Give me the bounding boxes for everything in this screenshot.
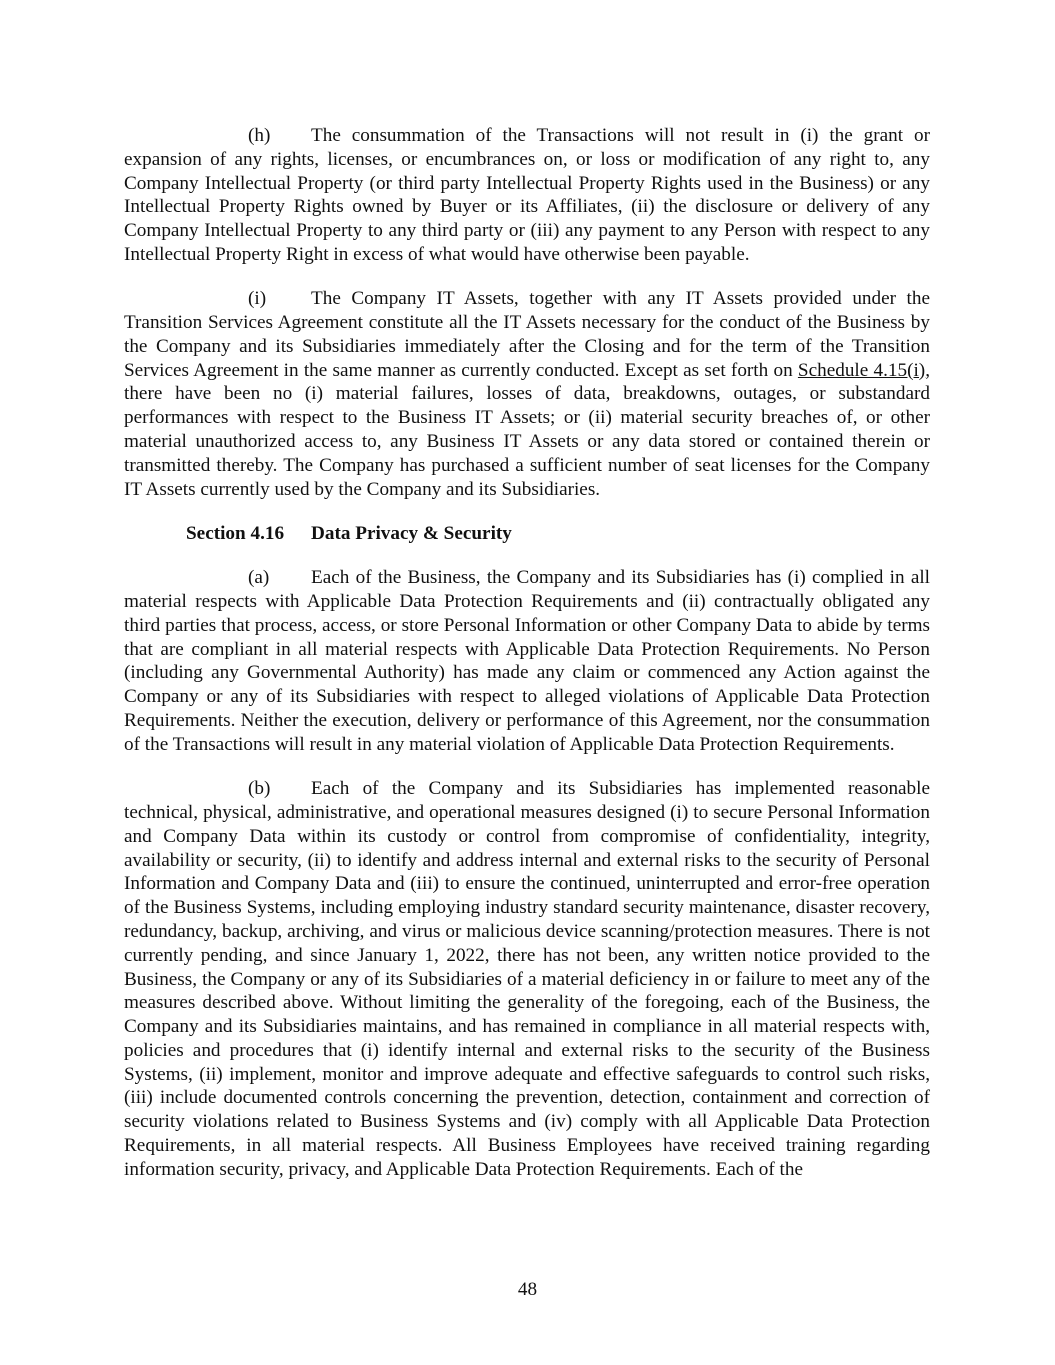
paragraph-text: The consummation of the Transactions will not result in (i) the grant or expansion of any rights, licenses, or encumbrances on, or loss or modification of any right to, any Company Intellectual Property (or third party Intellectual Property Rights used in the Business) or any Intellectual Property Rights owned by Buyer or its Affiliates, (ii) the disclosure or delivery of any Company Intellectual Property to any third party or (iii) any payment to any Person with respect to any Intellectual Property Right in excess of what would have otherwise been payable.: [124, 125, 930, 265]
paragraph-label: (i): [248, 288, 267, 310]
paragraph-h: [124, 124, 930, 267]
section-heading: [186, 522, 930, 546]
paragraph-a: [124, 566, 930, 756]
paragraph-text: The Company IT Assets, together with any IT Assets provided under the Transition Services Agreement constitute all the IT Assets necessary for the conduct of the Business by the Company and its Subsidiaries immediately after the Closing and for the term of the Transition Services Agreement in the same manner as currently conducted. Except as set forth on: [124, 288, 930, 381]
page-number: 48: [517, 1279, 538, 1300]
paragraph-label: (b): [248, 778, 271, 800]
paragraph-i: [124, 287, 930, 501]
section-number: Section 4.16: [186, 522, 285, 544]
paragraph-label: (h): [248, 125, 271, 146]
paragraph-b: [124, 777, 930, 1182]
paragraph-text: Each of the Company and its Subsidiaries has implemented reasonable technical, physical, administrative, and operational measures designed (i) to secure Personal Information and Company Data within its custody or control from compromise of confidentiality, integrity, availability or security, (ii) to identify and address internal and external risks to the security of Personal Information and Company Data and (iii) to ensure the continued, uninterrupted and error-free operation of the Business Systems, including employing industry standard security maintenance, disaster recovery, redundancy, backup, archiving, and virus or malicious device scanning/protection measures. There is not currently pending, and since January 1, 2022, there has not been, any written notice provided to the Business, the Company or any of its Subsidiaries of a material deficiency in or failure to meet any of the measures described above. Without limiting the generality of the foregoing, each of the Business, the Company and its Subsidiaries maintains, and has remained in compliance in all material respects with, policies and procedures that (i) identify internal and external risks to the security of the Business Systems, (ii) implement, monitor and improve adequate and effective safeguards to control such risks, (iii) include documented controls concerning the prevention, detection, containment and correction of security violations related to Business Systems and (iv) comply with all Applicable Data Protection Requirements, in all material respects. All Business Employees have received training regarding information security, privacy, and Applicable Data Protection Requirements. Each of the: [124, 778, 930, 1180]
paragraph-label: (a): [248, 567, 270, 589]
paragraph-text: Each of the Business, the Company and its Subsidiaries has (i) complied in all material respects with Applicable Data Protection Requirements and (ii) contractually obligated any third parties that process, access, or store Personal Information or other Company Data to abide by terms that are compliant in all material respects with Applicable Data Protection Requirements. No Person (including any Governmental Authority) has made any claim or commenced any Action against the Company or any of its Subsidiaries with respect to alleged violations of Applicable Data Protection Requirements. Neither the execution, delivery or performance of this Agreement, nor the consummation of the Transactions will result in any material violation of Applicable Data Protection Requirements.: [124, 567, 930, 755]
schedule-reference: Schedule 4.15(i): [797, 359, 926, 381]
paragraph-text-continued: , there have been no (i) material failures, losses of data, breakdowns, outages, or substandard performances with respect to the Business IT Assets; or (ii) material security breaches of, or other material unauthorized access to, any Business IT Assets or any data stored or contained therein or transmitted thereby. The Company has purchased a sufficient number of seat licenses for the Company IT Assets currently used by the Company and its Subsidiaries.: [124, 359, 930, 500]
document-page: [124, 124, 930, 1202]
section-title: Data Privacy & Security: [311, 522, 512, 544]
